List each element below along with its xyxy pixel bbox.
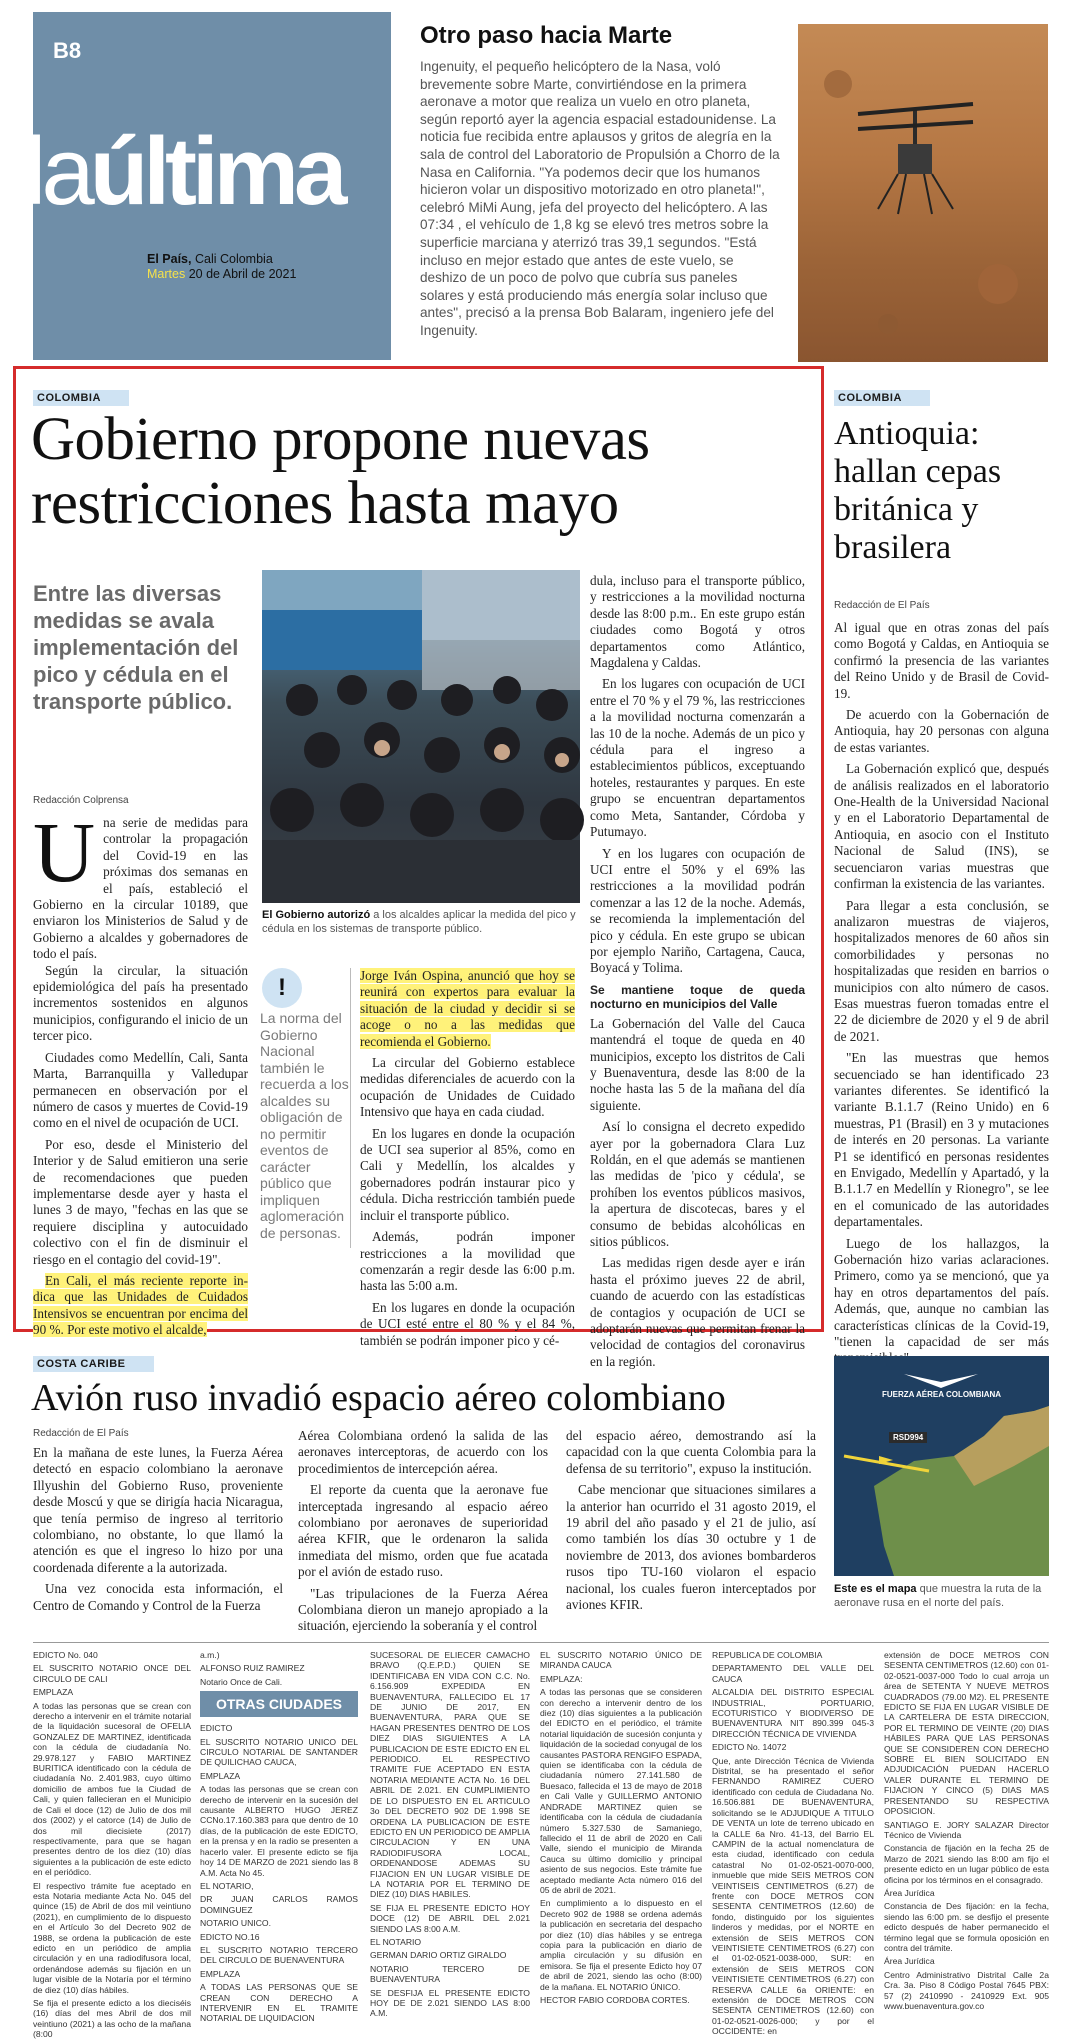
legal-line: El respectivo trámite fue aceptado en esta Notaria mediante Acta No. 045 del quince (15) de Abril de dos mil veintiuno (2021), en cumplimiento de lo dispuesto en el Artículo 3o del Decreto 902 de 1988, se ordena la publicación de este edicto en un periódico de amplia circulación y en una radiodifusora local, ordenándose además su fijación en un lugar visible de la Notaría por el término de diez (10) días hábiles. [33, 1880, 191, 1995]
paragraph: "Las tripulaciones de la Fuerza Aérea Colombiana dieron un manejo apropiado a la situación, ejerciendo la soberanía y el control [298, 1585, 548, 1634]
paragraph: Y en los lugares con ocupación de UCI entre el 50% y el 69% las restricciones a la movilidad podrán comenzar a las 12 de la noche. Además, se recomienda la implementación del pico y cédula. En este grupo se ubican por ejemplo Nariño, Cartagena, Cauca, Boyacá y Tolima. [590, 845, 805, 976]
exclamation-icon: ! [278, 974, 286, 1001]
legal-line: EMPLAZA [200, 1770, 241, 1781]
paragraph: En los lugares en donde la ocupación de UCI esté entre el 80 % y el 84 %, también se podrán imponer pico y cé- [360, 1299, 575, 1348]
legal-line: Se fija el presente edicto a los dieciséis (16) días del mes Abril de dos mil veintiuno (2021) a las ocho de la mañana (8:00 [33, 1998, 191, 2040]
legal-col-4 [540, 1650, 702, 2008]
caption-text: que muestra la ruta de la aeronave rusa en el norte del país. [834, 1583, 1042, 1609]
section-header [25, 12, 391, 360]
plane-byline: Redacción de El País [33, 1428, 129, 1439]
legal-col-3 [370, 1650, 530, 2022]
paragraph: Ciudades como Medellín, Cali, Santa Marta, Barranquilla y Valledupar permanecen en observación por el número de casos y muertes de Covid-19 como en el nivel de ocupación de UCI. [33, 1049, 248, 1131]
plane-story-tag: COSTA CARIBE [33, 1356, 154, 1372]
callout-text: La norma del Gobierno Nacional también le recuerda a los alcaldes su obligación de no permitir eventos de carácter público que impliquen aglomeración de personas. [260, 1010, 349, 1241]
side-headline: Antioquia: hallan cepas británica y brasilera [834, 415, 1002, 566]
legal-line: EDICTO No. 14072 [712, 1742, 787, 1753]
legal-line: DEPARTAMENTO DEL VALLE DEL CAUCA [712, 1663, 874, 1684]
paragraph: del espacio aéreo, demostrando así la capacidad con la que cuenta Colombia para la defensa de su territorio", expuso la institución. [566, 1428, 816, 1476]
legal-line: Área Jurídica [884, 1887, 935, 1898]
paragraph: Las medidas rigen desde ayer e irán hasta el próximo jueves 22 de abril, cuando de acuerdo con las estadísticas de contagios y ocupación de UCI se adoptarán nuevas que permitan frenar la velocidad de contagios del coronavirus en la región. [590, 1255, 805, 1369]
paragraph: Aérea Colombiana ordenó la salida de las aeronaves interceptoras, de acuerdo con los procedimientos de intercepción aérea. [298, 1428, 548, 1476]
main-col-1 [33, 804, 248, 1344]
plane-headline: Avión ruso invadió espacio aéreo colombiano [31, 1377, 726, 1419]
legal-line: Constancia de Des fijación: en la fecha, siendo las 6:00 pm. se desfijo el presente edicto después de haber permanecido el término legal que se formula oposición en contra del trámite. [884, 1901, 1049, 1953]
caption-bold: Este es el mapa [834, 1583, 917, 1595]
legal-line: EMPLAZA: [540, 1673, 583, 1684]
legal-line: EMPLAZA [200, 1968, 241, 1979]
air-force-logo-icon [904, 1374, 978, 1388]
legal-line: EL SUSCRITO NOTARIO TERCERO DEL CIRCULO DE BUENAVENTURA [200, 1944, 358, 1966]
mars-headline: Otro paso hacia Marte [420, 22, 673, 49]
main-col-4 [590, 573, 805, 1375]
legal-line: SANTIAGO E. JORY SALAZAR Director Técnico de Vivienda [884, 1819, 1049, 1840]
paragraph: Cabe mencionar que situaciones similares a la anterior han ocurrido el 31 agosto 2019, el 19 abril del año pasado y el 21 de julio, así como también los días 30 octubre y 1 de noviembre de 2013, dos aviones bombarderos rusos tipo TU-160 violaron el espacio nacional, los cuales fueron interceptados por aviones KFIR. [566, 1482, 816, 1613]
legal-line: a.m.) [200, 1650, 220, 1660]
section-logo-light: la [25, 118, 90, 225]
photo-credit: FOTO: NASA [1049, 297, 1057, 340]
paragraph: Una vez conocida esta información, el Centro de Comando y Control de la Fuerza [33, 1581, 283, 1613]
plane-col-3 [566, 1428, 816, 1618]
side-body [834, 620, 1049, 1372]
paragraph: En los lugares con ocupación de UCI entre el 70 % y el 79 %, las restricciones a la movilidad nocturna comenzarán a las 10 de la noche. Además de un pico y cédula para el ingreso a establecimientos públicos, exceptuando hoteles, restaurantes y parques. En este grupo se encuentran departamentos como Meta, Santander, Córdoba y Putumayo. [590, 676, 805, 840]
drop-cap: U [33, 804, 96, 900]
crowd-image [262, 570, 580, 903]
legal-line: SUCESORAL DE ELIECER CAMACHO BRAVO (Q.E.P.D.) QUIEN SE IDENTIFICABA EN VIDA CON C.C. No. 6.156.909 EXPEDIDA EN BUENAVENTURA, FALLECIDO EL 17 DE JUNIO DE 2017, EN BUENAVENTURA, PARA QUE SE HAGAN PRESENTES DENTRO DE LOS DIEZ DIAS SIGUIENTES A LA PUBLICACION DE ESTE EDICTO EN EL PERIODICO. EL RESPECTIVO TRAMITE FUE ACEPTADO EN ESTA NOTARIA MEDIANTE ACTA No. 16 DEL ABRIL DE 2.021. EN CUMPLIMIENTO DE LO DISPUESTO EN EL ARTICULO 3o DEL DECRETO 902 DE 1.998 SE ORDENA LA PUBLICACION DE ESTE EDICTO EN UN PERIODICO DE AMPLIA CIRCULACION Y EN UNA RADIODIFUSORA LOCAL, ORDENANDOSE ADEMAS SU FIJACION EN UN LUGAR VISIBLE DE LA NOTARIA POR EL TERMINO DE DIEZ (10) DIAS HABILES. [370, 1650, 530, 1900]
legal-line: EL SUSCRITO NOTARIO UNICO DEL CIRCULO NOTARIAL DE SANTANDER DE QUILICHAO CAUCA, [200, 1736, 358, 1768]
legal-line: EL SUSCRITO NOTARIO ÚNICO DE MIRANDA CAUCA [540, 1650, 702, 1671]
plane-col-2 [298, 1428, 548, 1640]
paragraph: Para llegar a esta conclusión, se analizaron muestras de viajeros, hospitalizados menores de 60 años sin comorbilidades y personas no hospitalizadas que residen en barrios o municipios con alto número de casos. Esas muestras fueron tomadas entre el 22 de diciembre de 2020 y el 9 de abril de 2021. [834, 897, 1049, 1044]
paragraph: Por eso, desde el Ministerio del Interior y de Salud emitieron una serie de recomendaciones que pueden implementarse desde ayer y hasta el lunes 3 de mayo, "fechas en las que se requiere disciplina y autocuidado colectivo con el fin de disminuir el riesgo en el contagio del covid-19". [33, 1136, 248, 1267]
mars-body: Ingenuity, el pequeño helicóptero de la Nasa, voló brevemente sobre Marte, convirtiéndose en la primera aeronave a motor que realiza un vuelo en otro planeta, según reportó ayer la agencia espacial estadounidense. La noticia fue recibida entre aplausos y gritos de alegría en la sala de control del Laboratorio de Propulsión a Chorro de la Nasa en California. "Ya podemos decir que los humanos hicieron volar un dispositivo motorizado en otro planeta!", celebró MiMi Aung, jefa del proyecto del helicóptero. A las 07:34 , el vehículo de 1,8 kg se elevó tres metros sobre la superficie marciana y aterrizó tras 39,1 segundos. "Está incluso en mejor estado que antes de este vuelo, se deshizo de un poco de polvo que cubría sus paneles solares y está produciendo más energía solar incluso que antes", precisó a la prensa Bob Balaram, ingeniero jefe del Ingenuity. [420, 59, 780, 338]
highlight-text: dica que las Unidades de Cuidados Intensivos se encuentran por encima del 90 %. Por este motivo el alcalde, [33, 1289, 248, 1338]
paragraph: En la mañana de este lunes, la Fuerza Aérea detectó en espacio colombiano la aeronave Illyushin del Gobierno Ruso, proveniente desde Moscú y que se dirigía hacia Nicaragua, que tenía permiso de ingreso al territorio colombiano, no obstante, lo que llamó la atención es que el ingreso lo hizo por una coordenada diferente a la autorizada. [33, 1445, 283, 1575]
paragraph: Así lo consigna el decreto expedido ayer por la gobernadora Clara Luz Roldán, en el que además se mantienen las medidas de 'pico y cédula', se prohíben los eventos públicos masivos, la apertura de discotecas, bares y el consumo de bebidas alcohólicas en sitios públicos. [590, 1119, 805, 1250]
legal-line: A TODAS LAS PERSONAS QUE SE CREAN CON DERECHO A INTERVENIR EN EL TRAMITE NOTARIAL DE LIQUIDACION [200, 1982, 358, 2024]
paragraph: Según la circular, la situación epidemiológica del país ha presentado incrementos sostenidos en algunos municipios, configurando el inicio de un tercer pico. [33, 962, 248, 1044]
legal-line: Centro Administrativo Distrital Calle 2a Cra. 3a. Piso 8 Código Postal 7645 PBX: 57 (2) 2410990 - 2410929 Ext. 905 www.buenaventura.gov.co [884, 1969, 1049, 2011]
legal-line: En cumplimiento a lo dispuesto en el Decreto 902 de 1988 se ordena además la publicación en secretaria del despacho por diez (10) días hábiles y se entrega copia para la publicación en diario de amplia circulación y su difusión en emisora. Se fija el presente Edicto hoy 07 de abril de 2021, siendo las ocho (8:00) de la mañana. EL NOTARIO ÚNICO. [540, 1898, 702, 1992]
legal-line: EDICTO [200, 1723, 233, 1734]
side-byline: Redacción de El País [834, 600, 930, 611]
legal-line: REPUBLICA DE COLOMBIA [712, 1650, 823, 1660]
section-logo [25, 118, 343, 225]
callout-divider [350, 968, 351, 1248]
otras-ciudades-banner: OTRAS CIUDADES [200, 1691, 358, 1717]
map-logo-text: FUERZA AÉREA COLOMBIANA [881, 1390, 1002, 1399]
legal-line: A todas las personas que se crean con derecho de intervenir en la sucesión del causante ALBERTO HUGO JEREZ CCNo.17.160.383 para que dentro de 10 días, de la publicación de este EDICTO, en la prensa y en la radio se presenten a hacerlo valer. El presente edicto se fija hoy 14 DE MARZO de 2021 siendo las 8 A.M. Acta No 45. [200, 1784, 358, 1878]
map-graphic [834, 1356, 1049, 1576]
main-story-tag: COLOMBIA [33, 390, 129, 406]
section-logo-bold: última [89, 118, 343, 225]
photo-caption [262, 908, 580, 936]
bus-station-photo [262, 570, 580, 903]
legal-col-2 [200, 1650, 358, 2027]
flight-route-map [834, 1356, 1049, 1576]
paragraph: Luego de los hallazgos, la Gobernación hizo varias aclaraciones. Primero, como ya se mencionó, que ya hay en otros departamentos del país. Además, que, aunque no cambian las características clínicas de la Covid-19, "tienen la capacidad de ser más [834, 1235, 1049, 1350]
newspaper-name: El País, [147, 252, 192, 266]
legal-line: EDICTO No. 040 [33, 1650, 98, 1660]
legal-line: Área Jurídica [884, 1956, 935, 1967]
paragraph: La Gobernación del Valle del Cauca mantendrá el toque de queda en 40 municipios, excepto los distritos de Cali y Buenaventura, desde las 8:00 de la noche hasta las 5 de la mañana del día siguiente. [590, 1015, 805, 1113]
legal-col-5 [712, 1650, 874, 2040]
side-story-tag: COLOMBIA [834, 390, 930, 406]
map-caption [834, 1582, 1049, 1610]
plane-col-1 [33, 1445, 283, 1619]
legal-line: EL SUSCRITO NOTARIO ONCE DEL CIRCULO DE CALI [33, 1663, 191, 1684]
main-byline: Redacción Colprensa [33, 795, 129, 806]
legal-line: Constancia de fijación en la fecha 25 de Marzo de 2021 siendo las 8:00 am fijo el presente edicto en un lugar público de esta oficina por los términos en el consagrado. [884, 1843, 1049, 1885]
date: 20 de Abril de 2021 [188, 267, 297, 281]
paragraph: Además, podrán imponer restricciones a la movilidad que comenzarán a regir desde las 6:00 p.m. hasta las 5:00 a.m. [360, 1229, 575, 1294]
legal-line: extensión de DOCE METROS CON SESENTA CENTIMETROS (12.60) con 01-02-0521-0037-000 Todo lo cual arroja un área de SETENTA Y NUEVE METROS CUADRADOS (79.00 M2). EL PRESENTE EDICTO SE FIJA EN LUGAR VISIBLE DE LA CARTELERA DE ESTA DIRECCION, POR EL TERMINO DE VEINTE (20) DIAS HÁBILES PARA QUE LAS PERSONAS QUE SE CONSIDEREN CON DERECHO SOBRE EL BIEN SOLICITADO EN ADJUDICACIÓN PUEDAN HACERLO VALER DURANTE EL TERMINO DE FIJACION Y CINCO (5) DIAS MAS PRESENTANDO SU RESPECTIVA OPOSICION. [884, 1650, 1049, 1817]
paragraph: La circular del Gobierno establece medidas diferenciales de acuerdo con la ocupación de Unidades de Cuidado Intensivo que haya en cada ciudad. [360, 1055, 575, 1120]
legal-line: HECTOR FABIO CORDOBA CORTES. [540, 1995, 690, 2005]
legal-line: ALFONSO RUIZ RAMIREZ [200, 1663, 305, 1674]
legal-line: SE DESFIJA EL PRESENTE EDICTO HOY DE DE 2.021 SIENDO LAS 8:00 A.M. [370, 1987, 530, 2019]
legal-line: A todas las personas que se consideren con derecho a intervenir dentro de los diez (10) días siguientes a la publicación del EDICTO en el periódico, el trámite notarial liquidación de sucesión conjunta y liquidación de la sociedad conyugal de los causantes PASTORA RENGIFO ESPADA, quien se identificaba con la cédula de ciudadanía número 27.141.580 de Buesaco, fallecida el 13 de mayo de 2018 en Cali Valle y GUILLERMO ANTONIO ANDRADE MARTINEZ quien se identificaba con la cédula de ciudadanía número 5.327.530 de Samaniego, fallecido el 11 de abril de 2020 en Cali Valle, siendo el municipio de Miranda Cauca su último domicilio y principal asiento de sus negocios. Este trámite fue aceptado mediante Acta número 016 del 05 de abril de 2021. [540, 1687, 702, 1895]
legal-line: EL NOTARIO [370, 1936, 422, 1947]
paragraph: "En las muestras que hemos secuenciado se han identificado 23 variantes diferentes. Se identificó la variante B.1.1.7 (Reino Unido) en 6 muestras, P1 (Brasil) en 3 y mutaciones de interés en 20 personas. La variante P1 se identificó en personas residentes en Envigado, Medellín y Apartadó, y la B.1.1.7 en Medellín y Rionegro", se lee en el comunicado de las autoridades departamentales. [834, 1050, 1049, 1230]
legal-line: EL NOTARIO, [200, 1880, 254, 1891]
legal-line: ALCALDIA DEL DISTRITO ESPECIAL INDUSTRIAL, PORTUARIO, ECOTURISTICO Y BIODIVERSO DE BUENAVENTURA NIT 890.399 045-3 DIRECCIÓN TÉCNICA DE VIVIENDA [712, 1687, 874, 1739]
legal-line: Notario Once de Cali. [200, 1676, 283, 1687]
paragraph: El reporte da cuenta que la aeronave fue interceptada ingresando al espacio aéreo colombiano por aeronaves de superioridad aérea KFIR, que le ordenaron la salida inmediata del mismo, orden que fue acatada por el avión de estado ruso. [298, 1482, 548, 1580]
legal-col-1 [33, 1650, 191, 2043]
callout-icon [262, 968, 302, 1008]
legal-top-rule [33, 1642, 1049, 1643]
legal-line: DR JUAN CARLOS RAMOS DOMINGUEZ [200, 1894, 358, 1915]
legal-line: EDICTO NO.16 [200, 1931, 260, 1942]
main-headline: Gobierno propone nuevas restricciones hasta mayo [31, 406, 650, 537]
paragraph: De acuerdo con la Gobernación de Antioquia, hay 20 personas con alguna de estas variantes. [834, 707, 1049, 755]
paragraph: dula, incluso para el transporte público, y restricciones a la movilidad nocturna desde las 8:00 p.m.. En este grupo están ciudades como Bogotá y otros departamentos como Atlántico, Magdalena y Caldas. [590, 573, 805, 671]
legal-col-6 [884, 1650, 1049, 2014]
mars-photo [798, 24, 1057, 362]
page-number: B8 [53, 38, 82, 63]
paragraph-highlight [360, 968, 575, 1050]
legal-line: A todas las personas que se crean con derecho a intervenir en el trámite notarial de la liquidación sucesoral de OFELIA GONZALEZ DE MARTINEZ, identificada con la cédula de ciudadanía No. 29.978.127 y FABIO MARTINEZ BURITICA identificado con la cédula de ciudadanía No. 2.401.983, cuyo último domicilio de ambos fue la Ciudad de Cali, y quien fallecieran en el Municipio de Cali el doce (12) de Julio de dos mil dos (2002) y el catorce (14) de Julio de dos mil diecisiete (2017) respectivamente, para que se hagan presentes dentro de los diez (10) días siguientes a la publicación de este edicto en el periódico. [33, 1700, 191, 1878]
highlight-text: En Cali, el más reciente reporte in- [45, 1272, 248, 1288]
highlight-text: Jorge Iván Ospina, anunció que hoy se reunirá con expertos para evaluar la situación de la ciudad y decidir si se acoge o no a las medidas que recomienda el Gobierno. [360, 968, 575, 1049]
dateline [147, 252, 296, 282]
legal-line: Que, ante Dirección Técnica de Vivienda Distrital, se ha presentado el señor FERNANDO RAMIREZ CUERO identificado con cedula de Ciudadana No. 16.506.881 DE BUENAVENTURA, solicitando se le ADJUDIQUE A TITULO DE VENTA un lote de terreno ubicado en la CALLE 6a Nro. 41-13, del Barrio EL CAMPIN de la actual nomenclatura de esta ciudad, identificado con cedula catastral No 01-02-0521-0070-000, inmueble que mide SEIS METROS CON VEINTISEIS CENTIMETROS (6.27) de frente con DOCE METROS CON SESENTA CENTIMETROS (12.60) de fondo, distinguido por los siguientes linderos y medidas, por el NORTE en extensión de SEIS METROS CON VEINTISIETE CENTIMETROS (6.27) con el 01-02-0521-0038-000, SUR: en extensión de SEIS METROS CON VEINTISIETE CENTIMETROS (6.27) con RESERVA CALLE 6a ORIENTE: en extensión de DOCE METROS CON SESENTA CENTIMETROS (12.60) con 01-02-0521-0026-000; y por el OCCIDENTE: en [712, 1755, 874, 2037]
legal-line: GERMAN DARIO ORTIZ GIRALDO [370, 1950, 507, 1961]
legal-line: EMPLAZA [33, 1687, 74, 1698]
legal-line: SE FIJA EL PRESENTE EDICTO HOY DOCE (12) DE ABRIL DEL 2.021 SIENDO LAS 8:00 A.M. [370, 1902, 530, 1934]
ingenuity-helicopter-icon [798, 24, 1048, 362]
main-intro: na serie de medidas para controlar la propagación del Covid-19 en las próximas dos semanas en el país, estableció el Gobierno en la circular 10189, que enviaron los Ministerios de Salud y de Gobierno a alcaldes y gobernadores de todo el país. [33, 815, 248, 962]
legal-line: NOTARIO UNICO. [200, 1918, 271, 1929]
main-subhead: Entre las diversas medidas se avala implementación del pico y cédula en el transporte público. [33, 581, 239, 714]
flight-label: RSD994 [889, 1432, 927, 1443]
paragraph-highlight [33, 1273, 248, 1339]
weekday: Martes [147, 267, 186, 281]
caption-bold: El Gobierno autorizó [262, 909, 371, 921]
main-col-3 [360, 968, 575, 1354]
legal-line: NOTARIO TERCERO DE BUENAVENTURA [370, 1963, 530, 1985]
caption-text: a los alcaldes aplicar la medida del pico y cédula en los sistemas de transporte público. [262, 909, 576, 935]
city: Cali Colombia [194, 252, 273, 266]
paragraph: La Gobernación explicó que, después de análisis realizados en el laboratorio One-Health de la Universidad Nacional y en el Laboratorio Departamental de Antioquia, en asocio con el Instituto Nacional de Salud (INS), se secuenciaron varias muestras que confirman la existencia de las variantes. [834, 761, 1049, 892]
paragraph: Al igual que en otras zonas del país como Bogotá y Caldas, en Antioquia se confirmó la presencia de las variantes del Reino Unido y de Brasil de Covid-19. [834, 620, 1049, 701]
paragraph: En los lugares en donde la ocupación de UCI sea superior al 85%, como en Cali y Medellín, los alcaldes y gobernadores podrán instaurar pico y cédula. Dicha restricción también puede incluir el transporte público. [360, 1125, 575, 1223]
section-subhead: Se mantiene toque de queda nocturno en municipios del Valle [590, 982, 805, 1011]
